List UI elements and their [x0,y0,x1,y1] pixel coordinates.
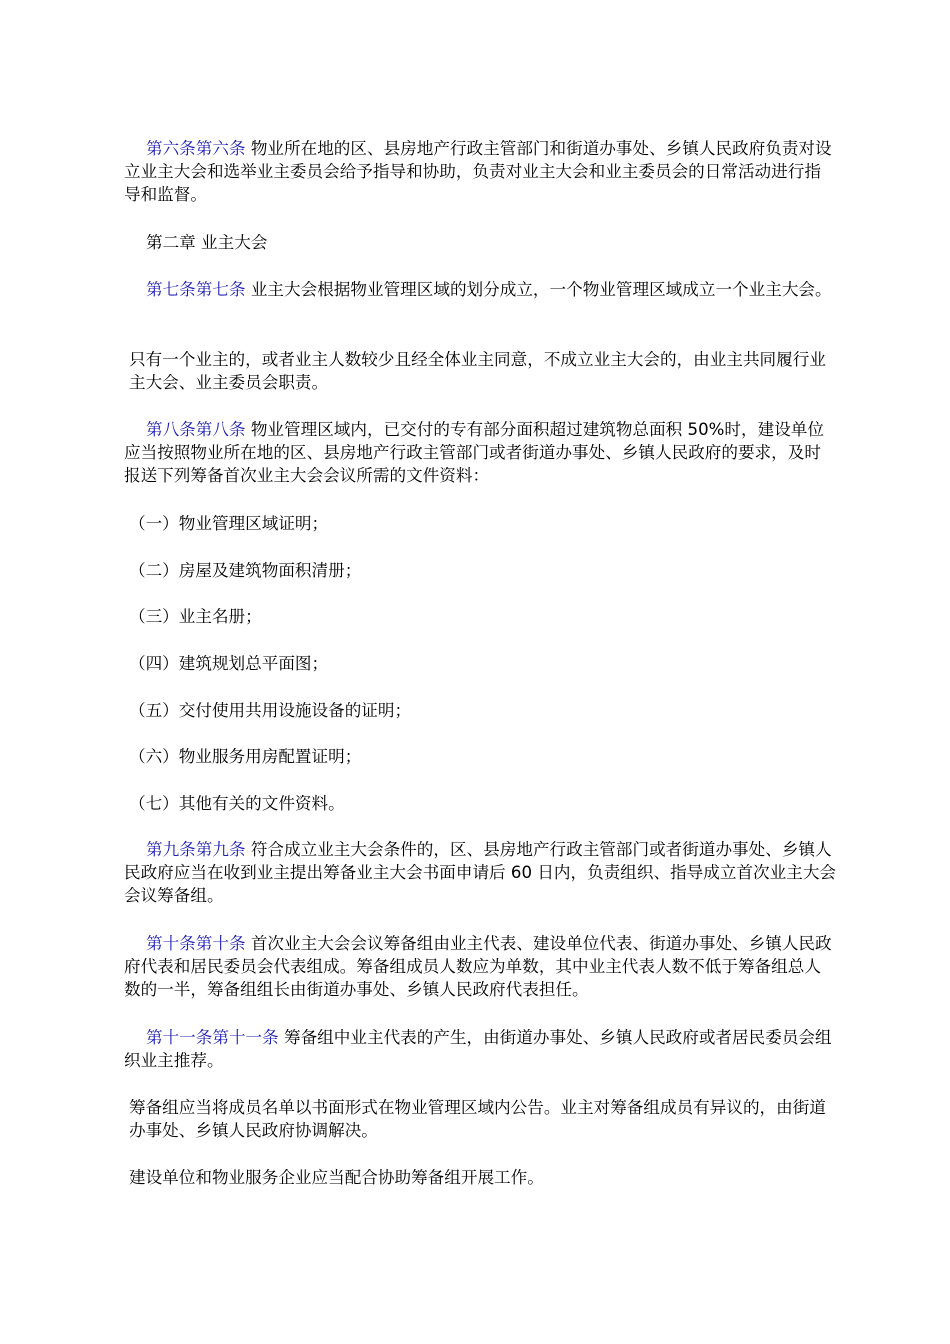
article-10-text: 首次业主大会会议筹备组由业主代表、建设单位代表、街道办事处、乡镇人民政府代表和居民委员会代表组成。筹备组成员人数应为单数，其中业主代表人数不低于筹备组总人数的一半，筹备组组长由街道办事处、乡镇人民政府代表担任。 [124,934,832,999]
article-6-paragraph [124,137,836,206]
article-8-list-item: （三）业主名册； [129,607,262,626]
article-8-list-item: （二）房屋及建筑物面积清册； [129,561,362,580]
article-8-paragraph [124,418,836,487]
article-9-text: 符合成立业主大会条件的，区、县房地产行政主管部门或者街道办事处、乡镇人民政府应当在收到业主提出筹备业主大会书面申请后 60 日内，负责组织、指导成立首次业主大会会议筹备组。 [124,840,837,905]
article-11-paragraph-2: 筹备组应当将成员名单以书面形式在物业管理区域内公告。业主对筹备组成员有异议的，由街道办事处、乡镇人民政府协调解决。 [129,1098,826,1140]
article-7-text: 业主大会根据物业管理区域的划分成立，一个物业管理区域成立一个业主大会。 [245,280,832,299]
article-8-list-item: （四）建筑规划总平面图； [129,654,329,673]
article-11-text: 筹备组中业主代表的产生，由街道办事处、乡镇人民政府或者居民委员会组织业主推荐。 [124,1028,832,1070]
article-8-label: 第八条第八条 [146,420,246,439]
article-8-list-item: （五）交付使用共用设施设备的证明； [129,701,412,720]
article-8-list-item: （一）物业管理区域证明； [129,514,329,533]
article-7-label: 第七条第七条 [146,280,246,299]
chapter-2-heading: 第二章 业主大会 [146,233,268,252]
article-8-list-item: （六）物业服务用房配置证明； [129,747,362,766]
article-11-paragraph-3: 建设单位和物业服务企业应当配合协助筹备组开展工作。 [129,1168,544,1187]
article-9-paragraph [124,838,836,907]
article-8-list-item: （七）其他有关的文件资料。 [129,794,345,813]
article-6-label: 第六条第六条 [146,139,246,158]
article-9-label: 第九条第九条 [146,840,246,859]
article-11-label: 第十一条第十一条 [146,1028,279,1047]
article-10-label: 第十条第十条 [146,934,246,953]
article-6-text: 物业所在地的区、县房地产行政主管部门和街道办事处、乡镇人民政府负责对设立业主大会和选举业主委员会给予指导和协助，负责对业主大会和业主委员会的日常活动进行指导和监督。 [124,139,832,204]
article-7-paragraph-2: 只有一个业主的，或者业主人数较少且经全体业主同意，不成立业主大会的，由业主共同履行业主大会、业主委员会职责。 [129,350,826,392]
article-10-paragraph [124,932,836,1001]
article-7-paragraph [124,278,836,301]
article-8-text: 物业管理区域内，已交付的专有部分面积超过建筑物总面积 50%时，建设单位应当按照物业所在地的区、县房地产行政主管部门或者街道办事处、乡镇人民政府的要求，及时报送下列筹备首次业主大会会议所需的文件资料： [124,420,824,485]
article-11-paragraph [124,1026,836,1072]
